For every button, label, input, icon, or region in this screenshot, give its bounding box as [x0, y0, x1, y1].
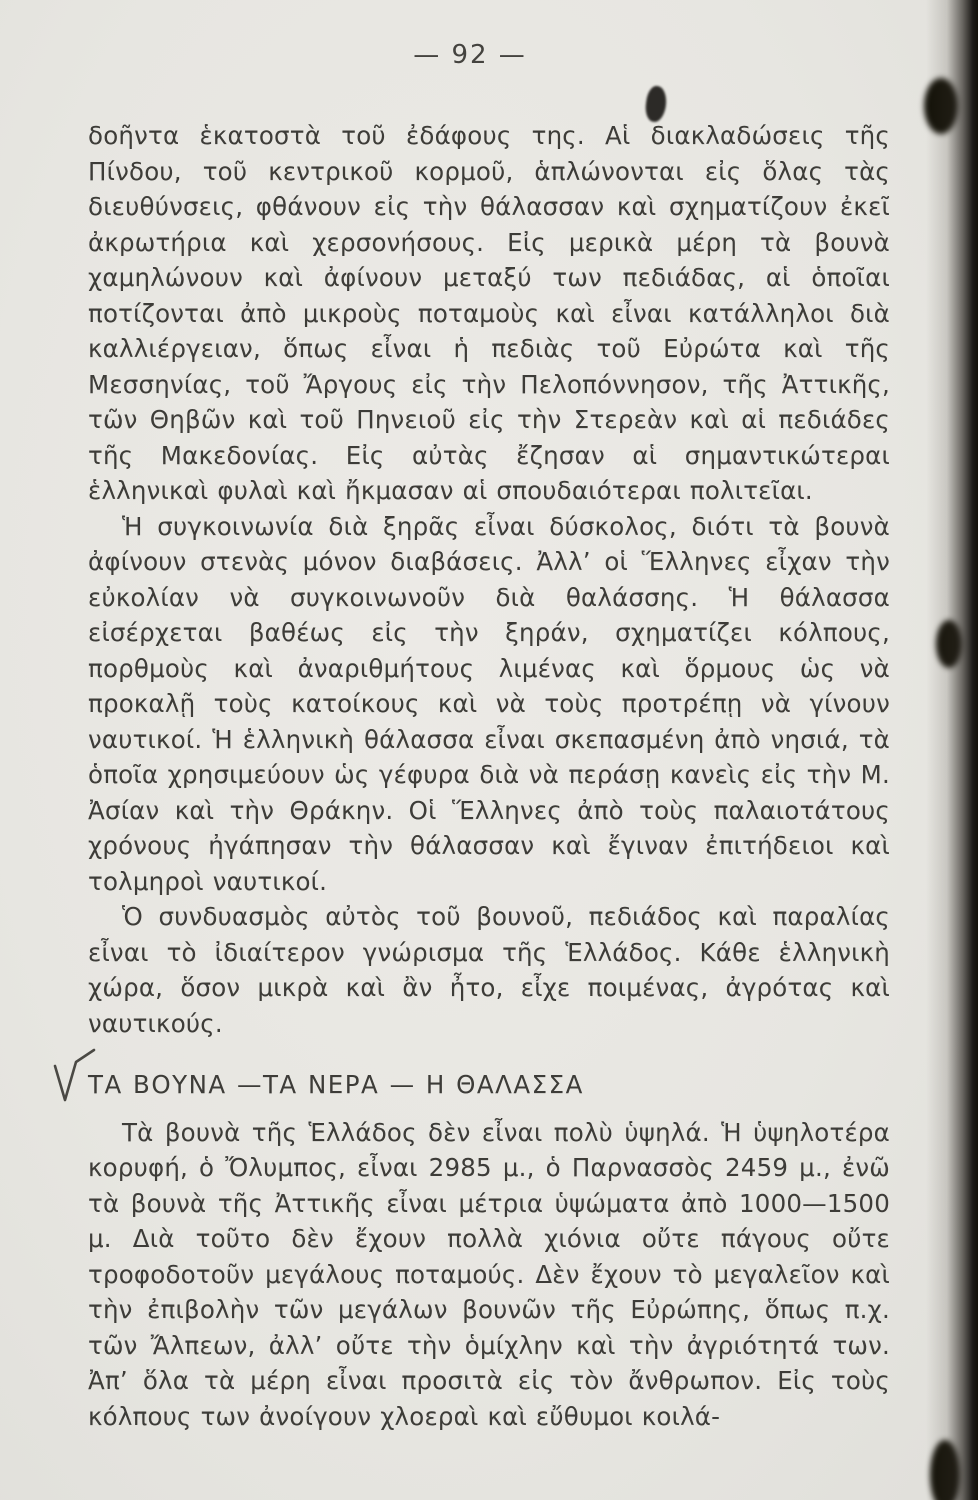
paragraph: Ἡ συγκοινωνία διὰ ξηρᾶς εἶναι δύσκολος, διότι τὰ βουνὰ ἀφίνουν στενὰς μόνον διαβάσεις. Ἀλλ’ οἱ Ἕλληνες εἶχαν τὴν εὐκολίαν νὰ συγκοινωνοῦν διὰ θαλάσσης. Ἡ θάλασσα εἰσέρχεται βαθέως εἰς τὴν ξηράν, σχηματίζει κόλπους, πορθμοὺς καὶ ἀναριθμήτους λιμένας καὶ ὅρμους ὡς νὰ προκαλῇ τοὺς κατοίκους καὶ νὰ τοὺς προτρέπῃ νὰ γίνουν ναυτικοί. Ἡ ἑλληνικὴ θάλασσα εἶναι σκεπασμένη ἀπὸ νησιά, τὰ ὁποῖα χρησιμεύουν ὡς γέφυρα διὰ νὰ περάσῃ κανεὶς εἰς τὴν Μ. Ἀσίαν καὶ τὴν Θράκην. Οἱ Ἕλληνες ἀπὸ τοὺς παλαιοτάτους χρόνους ἠγάπησαν τὴν θάλασσαν καὶ ἔγιναν ἐπιτήδειοι καὶ τολμηροὶ ναυτικοί. — [88, 511, 890, 896]
paragraph: Τὰ βουνὰ τῆς Ἑλλάδος δὲν εἶναι πολὺ ὑψηλά. Ἡ ὑψηλοτέρα κορυφή, ὁ Ὄλυμπος, εἶναι 2985 μ., ὁ Παρνασσὸς 2459 μ., ἐνῶ τὰ βουνὰ τῆς Ἀττικῆς εἶναι μέτρια ὑψώματα ἀπὸ 1000—1500 μ. Διὰ τοῦτο δὲν ἔχουν πολλὰ χιόνια οὔτε πάγους οὔτε τροφοδοτοῦν μεγάλους ποταμούς. Δὲν ἔχουν τὸ μεγαλεῖον καὶ τὴν ἐπιβολὴν τῶν μεγάλων βουνῶν τῆς Εὐρώπης, ὅπως π.χ. τῶν Ἄλπεων, ἀλλ’ οὔτε τὴν ὁμίχλην καὶ τὴν ἀγριότητά των. Ἀπ’ ὅλα τὰ μέρη εἶναι προσιτὰ εἰς τὸν ἄνθρωπον. Εἰς τοὺς κόλπους των ἀνοίγουν χλοεραὶ καὶ εὔθυμοι κοιλά- — [88, 1117, 890, 1431]
book-binding-scan-edge — [926, 0, 978, 1500]
body-text — [88, 118, 890, 1434]
paragraph-continuation: δοῆντα ἑκατοστὰ τοῦ ἐδάφους της. Αἱ διακλαδώσεις τῆς Πίνδου, τοῦ κεντρικοῦ κορμοῦ, ἁπλώνονται εἰς ὅλας τὰς διευθύνσεις, φθάνουν εἰς τὴν θάλασσαν καὶ σχηματίζουν ἐκεῖ ἀκρωτήρια καὶ χερσονήσους. Εἰς μερικὰ μέρη τὰ βουνὰ χαμηλώνουν καὶ ἀφίνουν μεταξύ των πεδιάδας, αἱ ὁποῖαι ποτίζονται ἀπὸ μικροὺς ποταμοὺς καὶ εἶναι κατάλληλοι διὰ καλλιέργειαν, ὅπως εἶναι ἡ πεδιὰς τοῦ Εὐρώτα καὶ τῆς Μεσσηνίας, τοῦ Ἄργους εἰς τὴν Πελοπόννησον, τῆς Ἀττικῆς, τῶν Θηβῶν καὶ τοῦ Πηνειοῦ εἰς τὴν Στερεὰν καὶ αἱ πεδιάδες τῆς Μακεδονίας. Εἰς αὐτὰς ἔζησαν αἱ σημαντικώτεραι ἑλληνικαὶ φυλαὶ καὶ ἤκμασαν αἱ σπουδαιότεραι πολιτεῖαι. — [88, 121, 890, 505]
section-heading: ΤΑ ΒΟΥΝΑ —ΤΑ ΝΕΡΑ — Η ΘΑΛΑΣΣΑ — [88, 1070, 584, 1099]
page-number: — 92 — — [413, 40, 527, 70]
paragraph: Ὁ συνδυασμὸς αὐτὸς τοῦ βουνοῦ, πεδιάδος καὶ παραλίας εἶναι τὸ ἰδιαίτερον γνώρισμα τῆς Ἑλλάδος. Κάθε ἑλληνικὴ χώρα, ὅσον μικρὰ καὶ ἂν ἦτο, εἶχε ποιμένας, ἀγρότας καὶ ναυτικούς. — [88, 902, 890, 1038]
